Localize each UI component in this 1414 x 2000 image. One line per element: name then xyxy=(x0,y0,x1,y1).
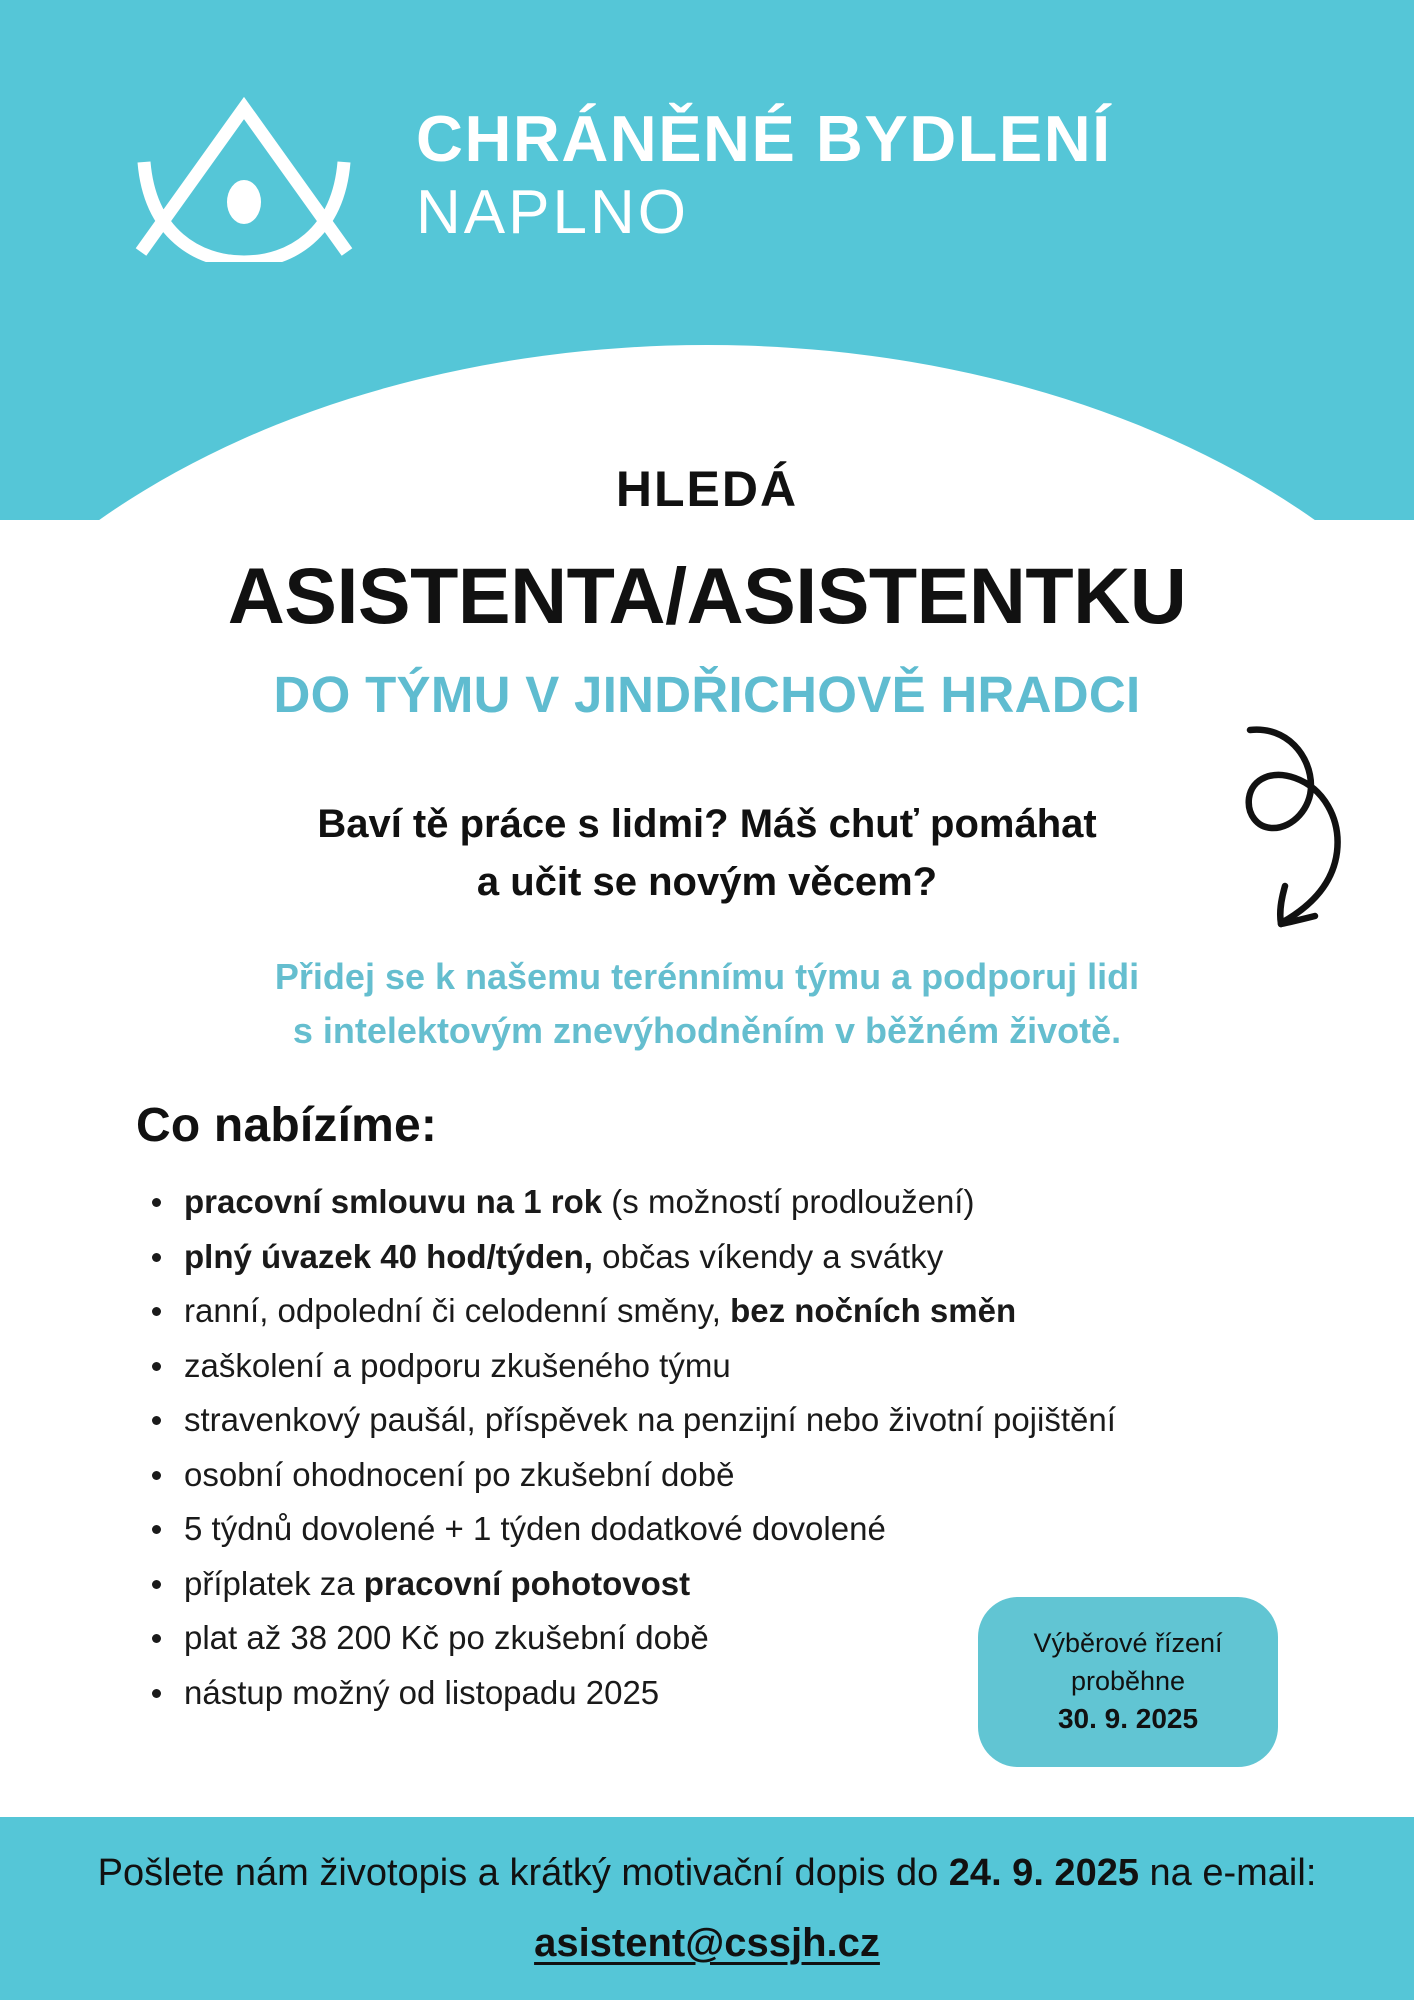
logo-eye-dot xyxy=(227,180,261,224)
list-item-text: 5 týdnů dovolené + 1 týden dodatkové dovolené xyxy=(184,1510,886,1547)
list-item-emphasis: pracovní smlouvu na 1 rok xyxy=(184,1183,603,1220)
list-item-text: plat až 38 200 Kč po zkušební době xyxy=(184,1619,709,1656)
list-item xyxy=(136,1403,1256,1436)
page-title: ASISTENTA/ASISTENTKU xyxy=(227,551,1187,640)
offers-heading: Co nabízíme: xyxy=(136,1099,438,1152)
footer-band xyxy=(0,1817,1414,2000)
list-item-emphasis: pracovní pohotovost xyxy=(363,1564,691,1602)
list-item-text: příplatek za xyxy=(184,1564,364,1602)
footer-instruction xyxy=(98,1852,1317,1895)
eyebrow-hleda: HLEDÁ xyxy=(615,461,799,517)
job-subtitle: DO TÝMU V JINDŘICHOVĚ HRADCI xyxy=(273,666,1141,723)
footer-deadline: 24. 9. 2025 xyxy=(948,1851,1139,1894)
list-item xyxy=(136,1294,1256,1327)
list-item xyxy=(136,1455,1256,1493)
list-item-text: stravenkový paušál, příspěvek na penzijní nebo životní pojištění xyxy=(184,1401,1116,1438)
list-item-text: (s možností prodloužení) xyxy=(602,1183,975,1220)
hand-drawn-curly-down-arrow-icon xyxy=(1215,700,1395,940)
list-item-text: občas víkendy a svátky xyxy=(592,1237,944,1275)
status-badge xyxy=(978,1597,1278,1767)
brand-name xyxy=(416,102,1112,248)
brand-logo xyxy=(108,92,1112,262)
question-line: Baví tě práce s lidmi? Máš chuť pomáhat xyxy=(317,802,1097,846)
contact-email-link[interactable]: asistent@cssjh.cz xyxy=(534,1920,880,1965)
list-item xyxy=(136,1185,1256,1218)
lead-paragraph xyxy=(0,950,1414,1058)
list-item-text: nástup možný od listopadu 2025 xyxy=(184,1673,660,1711)
list-item xyxy=(136,1564,1256,1602)
list-item-text: osobní ohodnocení po zkušební době xyxy=(184,1455,735,1493)
list-item xyxy=(136,1512,1256,1545)
badge-line-2: proběhne xyxy=(1070,1665,1186,1696)
intro-questions xyxy=(0,795,1414,911)
list-item-emphasis: plný úvazek 40 hod/týden, xyxy=(184,1237,593,1275)
lead-line: Přidej se k našemu terénnímu týmu a podporuj lidi xyxy=(274,956,1140,997)
question-line: a učit se novým věcem? xyxy=(476,860,938,904)
badge-date: 30. 9. 2025 xyxy=(1057,1702,1199,1734)
list-item-text: zaškolení a podporu zkušeného týmu xyxy=(184,1346,731,1384)
footer-text-before: Pošlete nám životopis a krátký motivační dopis do xyxy=(97,1851,949,1894)
list-item-emphasis: bez nočních směn xyxy=(730,1292,1017,1329)
list-item xyxy=(136,1346,1256,1384)
brand-name-line1: CHRÁNĚNÉ BYDLENÍ xyxy=(416,102,1112,176)
list-item-text: ranní, odpolední či celodenní směny, xyxy=(184,1292,731,1329)
lead-line: s intelektovým znevýhodněním v běžném životě. xyxy=(292,1010,1122,1051)
brand-name-line2: NAPLNO xyxy=(416,177,689,247)
footer-text-after: na e-mail: xyxy=(1138,1851,1317,1894)
naplno-roof-eye-logo-icon xyxy=(108,92,380,262)
badge-line-1: Výběrové řízení xyxy=(1033,1628,1223,1659)
list-item xyxy=(136,1237,1256,1275)
